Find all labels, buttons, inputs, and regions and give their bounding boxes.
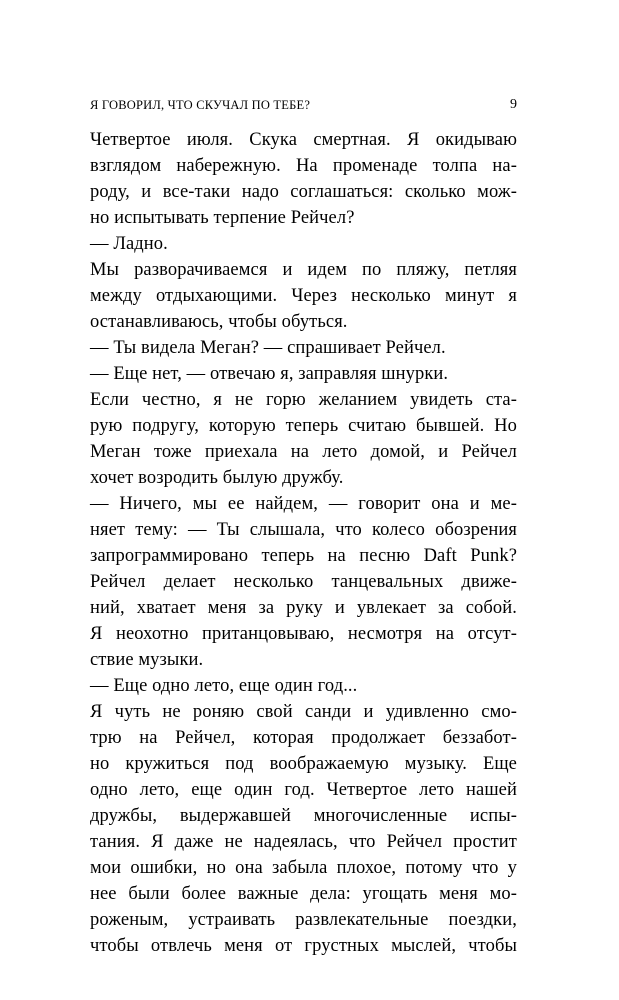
text-line: мои ошибки, но она забыла плохое, потому что у <box>90 858 517 878</box>
text-line: но кружиться под воображаемую музыку. Еще <box>90 754 517 774</box>
text-line: трю на Рейчел, которая продолжает беззабот- <box>90 728 517 748</box>
text-line: — Еще одно лето, еще один год... <box>90 676 358 696</box>
text-line: чтобы отвлечь меня от грустных мыслей, чтобы <box>90 936 517 956</box>
text-line: Меган тоже приехала на лето домой, и Рейчел <box>90 442 517 462</box>
text-line: дружбы, выдержавшей многочисленные испы- <box>90 806 517 826</box>
text-line: — Ничего, мы ее найдем, — говорит она и ме- <box>90 494 517 514</box>
text-line: между отдыхающими. Через несколько минут я <box>90 286 517 306</box>
running-head <box>90 95 517 115</box>
text-line: — Ты видела Меган? — спрашивает Рейчел. <box>90 338 446 358</box>
text-line: няет тему: — Ты слышала, что колесо обозрения <box>90 520 517 540</box>
text-line: ний, хватает меня за руку и увлекает за собой. <box>90 598 517 618</box>
body-text <box>90 127 517 959</box>
text-line: Я чуть не роняю свой санди и удивленно смо- <box>90 702 517 722</box>
text-line: Рейчел делает несколько танцевальных движе- <box>90 572 517 592</box>
text-line: Я неохотно пританцовываю, несмотря на отсут- <box>90 624 517 644</box>
text-line: запрограммировано теперь на песню Daft Punk? <box>90 546 517 566</box>
text-line: нее были более важные дела: угощать меня мо- <box>90 884 517 904</box>
text-line: рую подругу, которую теперь считаю бывшей. Но <box>90 416 517 436</box>
running-title: Я ГОВОРИЛ, ЧТО СКУЧАЛ ПО ТЕБЕ? <box>90 98 311 112</box>
text-line: хочет возродить былую дружбу. <box>90 468 344 488</box>
text-line: ствие музыки. <box>90 650 204 670</box>
text-line: Мы разворачиваемся и идем по пляжу, петляя <box>90 260 517 280</box>
text-line: роженым, устраивать развлекательные поездки, <box>90 910 517 930</box>
text-line: одно лето, еще один год. Четвертое лето нашей <box>90 780 517 800</box>
text-line: останавливаюсь, чтобы обуться. <box>90 312 348 332</box>
text-line: роду, и все-таки надо соглашаться: сколько мож- <box>90 182 517 202</box>
text-line: Четвертое июля. Скука смертная. Я окидываю <box>90 130 517 150</box>
text-line: тания. Я даже не надеялась, что Рейчел простит <box>90 832 517 852</box>
text-line: взглядом набережную. На променаде толпа на- <box>90 156 517 176</box>
text-line: но испытывать терпение Рейчел? <box>90 208 355 228</box>
text-line: — Ладно. <box>90 234 168 254</box>
text-line: — Еще нет, — отвечаю я, заправляя шнурки. <box>90 364 449 384</box>
text-line: Если честно, я не горю желанием увидеть ста- <box>90 390 517 410</box>
page-number: 9 <box>510 97 517 112</box>
